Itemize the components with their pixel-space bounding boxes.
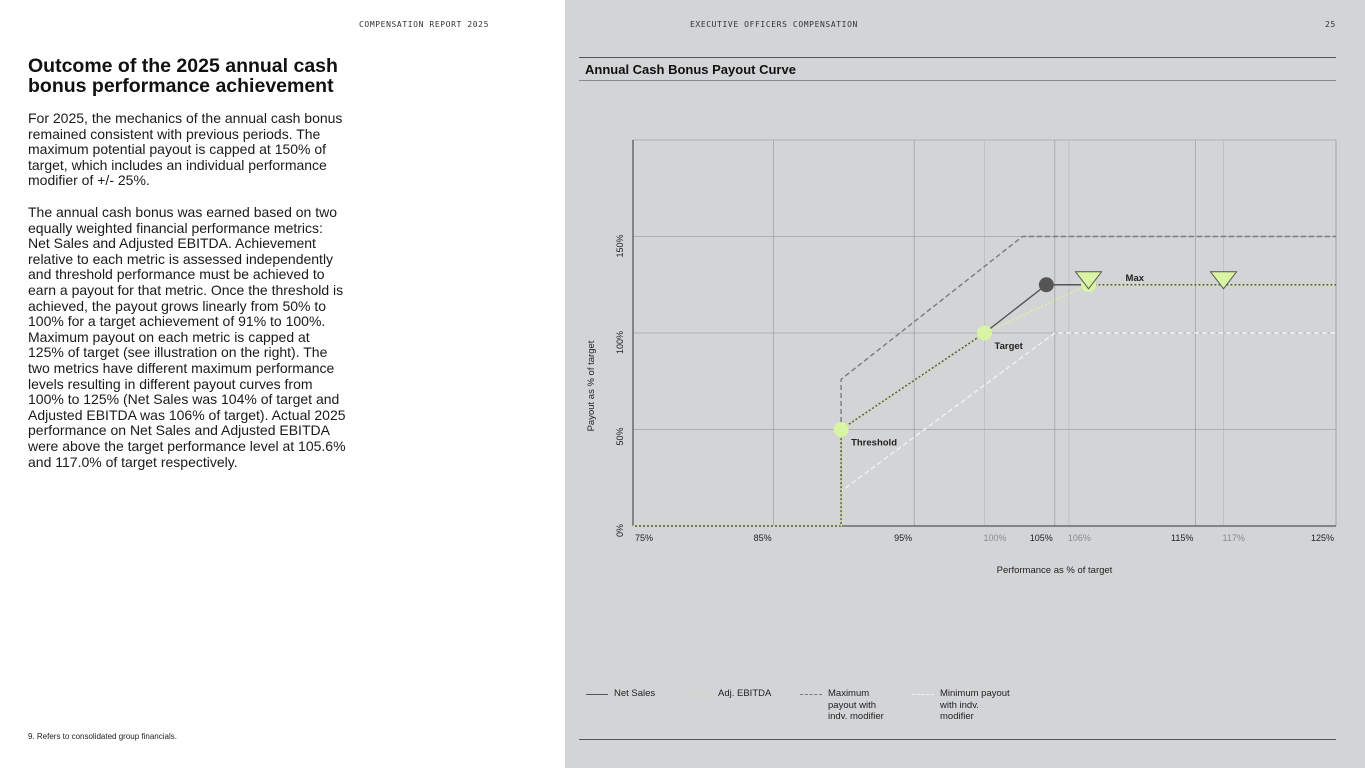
performance-marker <box>1076 272 1102 289</box>
x-tick-label: 117% <box>1222 533 1245 543</box>
x-tick-label: 100% <box>983 533 1007 543</box>
paragraph-mechanics: The annual cash bonus was earned based on two equally weighted financial performance metrics: Net Sales and Adjusted EBITDA. Achievement relative to each metric is assessed independently and threshold performance must be achieved to earn a payout for that metric. Once the threshold is achieved, the payout grows linearly from 50% to 100% for a target achievement of 91% to 100%. Maximum payout on each metric is capped at 125% of target (see illustration on the right). The two metrics have different maximum performance levels resulting in different payout curves from 100% to 125% (Net Sales was 104% of target and Adjusted EBITDA was 106% of target). Actual 2025 performance on Net Sales and Adjusted EBITDA were above the target performance level at 105.6% and 117.0% of target respectively. <box>28 204 346 470</box>
y-tick-label: 0% <box>615 524 625 538</box>
annotation-label: Max <box>1125 272 1145 284</box>
data-point <box>977 326 992 341</box>
x-axis-label: Performance as % of target <box>996 565 1113 576</box>
legend-label-net-sales: Net Sales <box>614 688 656 699</box>
x-tick-label: 106% <box>1067 533 1091 543</box>
data-point <box>834 422 849 437</box>
legend-label-min-payout: Minimum payout with indv. modifier <box>940 688 1010 722</box>
running-header-left: COMPENSATION REPORT 2025 <box>359 20 489 29</box>
x-tick-label: 85% <box>753 533 772 543</box>
y-tick-label: 100% <box>615 331 625 355</box>
x-tick-label: 95% <box>894 533 913 543</box>
legend-label-max-payout: Maximum payout with indv. modifier <box>828 688 884 722</box>
x-tick-label: 75% <box>635 533 654 543</box>
annotation-label: Threshold <box>851 437 898 449</box>
performance-marker <box>1211 272 1237 289</box>
chart-title: Annual Cash Bonus Payout Curve <box>585 62 796 77</box>
y-tick-label: 50% <box>615 427 625 446</box>
x-tick-label: 115% <box>1171 533 1194 543</box>
running-header-center: EXECUTIVE OFFICERS COMPENSATION <box>690 20 858 29</box>
y-axis-label: Payout as % of target <box>586 340 597 432</box>
legend-swatch-adj-ebitda <box>690 694 712 695</box>
legend-swatch-net-sales <box>586 694 608 695</box>
legend-swatch-max-payout <box>800 694 822 695</box>
chart-bottom-rule <box>579 739 1336 740</box>
page-number: 25 <box>1325 20 1336 29</box>
x-tick-label: 125% <box>1310 533 1334 543</box>
section-heading: Outcome of the 2025 annual cash bonus performance achievement <box>28 55 338 97</box>
payout-curve-chart <box>565 0 1365 640</box>
legend-label-adj-ebitda: Adj. EBITDA <box>718 688 772 699</box>
x-tick-label: 105% <box>1029 533 1053 543</box>
y-tick-label: 150% <box>615 234 625 258</box>
data-point <box>1039 277 1054 292</box>
annotation-label: Target <box>994 341 1023 352</box>
legend-swatch-min-payout <box>912 694 934 695</box>
paragraph-intro: For 2025, the mechanics of the annual cash bonus remained consistent with previous periods. The maximum potential payout is capped at 150% of target, which includes an individual performance modifier of +/- 25%. <box>28 110 343 189</box>
footnote: 9. Refers to consolidated group financials. <box>28 732 177 741</box>
